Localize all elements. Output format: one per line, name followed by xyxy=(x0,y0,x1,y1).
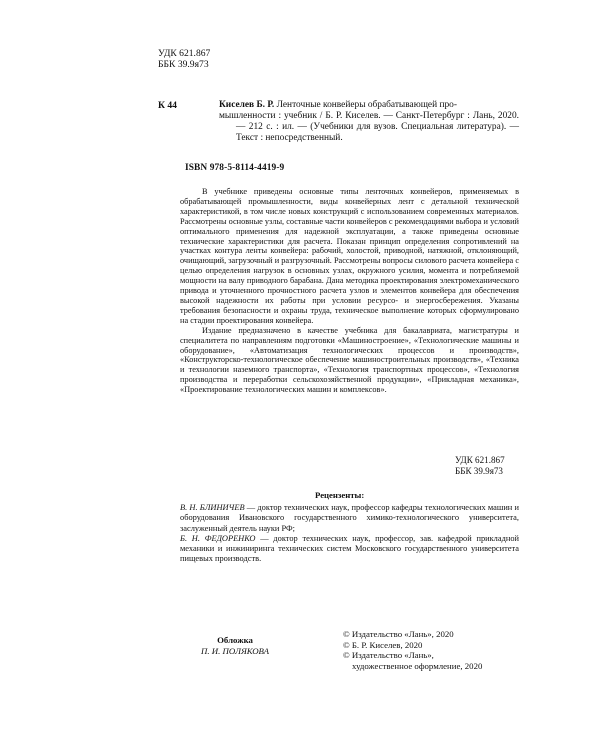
reviewers-list xyxy=(180,503,519,565)
copyright-line-2: © Б. Р. Киселев, 2020 xyxy=(343,639,423,650)
reviewer-1 xyxy=(180,503,519,534)
copyright-line-1: © Издательство «Лань», 2020 xyxy=(343,629,454,639)
cover-credit xyxy=(190,635,280,656)
copyright-line-3: © Издательство «Лань», xyxy=(343,650,434,661)
copyright-line-4: художественное оформление, 2020 xyxy=(352,660,483,671)
biblio-first-line xyxy=(219,100,519,111)
reviewers-heading: Рецензенты: xyxy=(315,490,365,500)
reviewer-1-text: — доктор технических наук, профессор кафедры технологических машин и оборудования Ивановского государственного химико-технологического университета, заслуженный деятель науки РФ; xyxy=(180,503,519,533)
cover-designer: П. И. ПОЛЯКОВА xyxy=(201,645,269,656)
annotation-paragraph-1: В учебнике приведены основные типы ленточных конвейеров, применяемых в обрабатывающей промышленности, виды конвейерных лент с детальной технической характеристикой, в том числе новых конструкций с использованием современных материалов. Рассмотрены основные узлы, составные части конвейеров с рекомендациями выбора и условий оптимального применения для надежной эксплуатации, а также приведены основные технические характеристики для расчета. Показан принцип определения сопротивлений на участках контура ленты конвейера: рабочий, холостой, приводной, натяжной, отклоняющий, очищающий, загрузочный и разгрузочный. Рассмотрены вопросы силового расчета конвейера с целью определения нагрузок в основных узлах, окружного усилия, момента и потребляемой мощности на валу приводного барабана. Дана методика проектирования электромеханического привода и уточненного прочностного расчета узлов и элементов конвейера для обеспечения высокой надежности их работы при условии ресурсо- и энергосбережения. Указаны требования безопасности и охраны труда, техническое выполнение которых сформулировано на стадии проектирования конвейера. xyxy=(180,187,519,325)
reviewer-2 xyxy=(180,534,519,565)
reviewer-1-name: В. Н. БЛИНИЧЕВ xyxy=(180,503,245,512)
title-line: Ленточные конвейеры обрабатывающей про- xyxy=(276,100,457,110)
bbk-code: ББК 39.9я73 xyxy=(158,59,209,71)
reviewer-2-name: Б. Н. ФЕДОРЕНКО xyxy=(180,533,256,543)
catalog-code: К 44 xyxy=(158,100,177,111)
bbk-code-bottom: ББК 39.9я73 xyxy=(455,466,503,476)
author-name: Киселев Б. Р. xyxy=(219,100,275,110)
udc-bbk-top xyxy=(158,48,210,70)
udc-code-bottom: УДК 621.867 xyxy=(455,455,505,465)
biblio-details: мышленности : учебник / Б. Р. Киселев. — Санкт-Петербург : Лань, 2020. — 212 с. : ил. — (Учебники для вузов. Специальная литература). — Текст : непосредственный. xyxy=(219,111,519,144)
copyright-block xyxy=(343,629,482,671)
reviewer-2-text: — доктор технических наук, профессор, зав. кафедрой прикладной механики и инжиниринга технических систем Московского государственного университета пищевых производств. xyxy=(180,533,519,564)
annotation-paragraph-2: Издание предназначено в качестве учебника для бакалавриата, магистратуры и специалитета по направлениям подготовки «Машиностроение», «Технологические машины и оборудование», «Автоматизация технологических процессов и производств», «Конструкторско-технологическое обеспечение машиностроительных производств», «Техника и технологии наземного транспорта», «Технология транспортных процессов», «Технология производства и переработки сельскохозяйственной продукции», «Прикладная механика», «Проектирование технологических машин и комплексов». xyxy=(180,325,519,395)
isbn: ISBN 978-5-8114-4419-9 xyxy=(185,163,285,173)
udc-code: УДК 621.867 xyxy=(158,48,211,59)
bibliographic-record xyxy=(219,100,519,144)
udc-bbk-bottom xyxy=(455,455,519,477)
annotation xyxy=(180,187,519,395)
cover-label: Обложка xyxy=(217,635,253,645)
